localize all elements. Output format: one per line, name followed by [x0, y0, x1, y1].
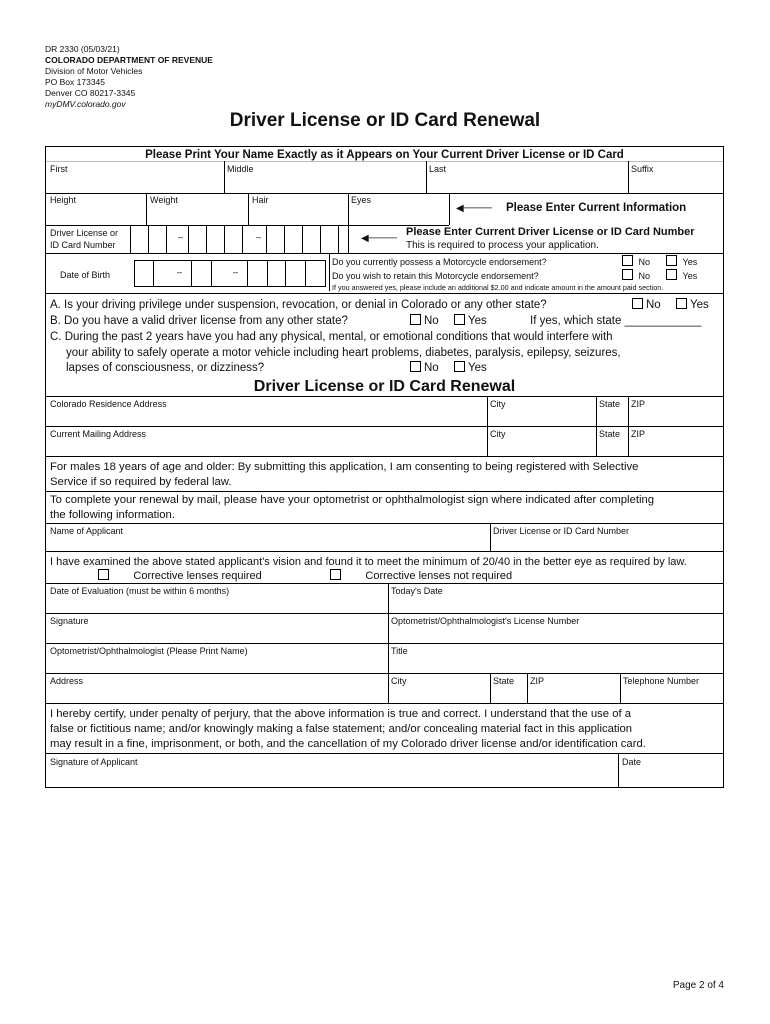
lenses-not-required-option[interactable]: Corrective lenses not required	[330, 569, 512, 584]
middle-name-field[interactable]: Middle	[227, 164, 254, 174]
checkbox-icon	[98, 569, 109, 580]
city-state-zip: Denver CO 80217-3345	[45, 88, 136, 98]
height-field[interactable]: Height	[50, 195, 77, 205]
mailing-zip-field[interactable]: ZIP	[631, 429, 646, 439]
todays-date-field[interactable]: Today's Date	[391, 586, 443, 596]
hair-field[interactable]: Hair	[252, 195, 269, 205]
question-c-line2: your ability to safely operate a motor vehicle including heart problems, diabetes, paralysis, epilepsy, seizures,	[66, 347, 621, 359]
department-name: COLORADO DEPARTMENT OF REVENUE	[45, 55, 213, 65]
motorcycle-possess-yes[interactable]: Yes	[666, 255, 697, 267]
optometrist-title-field[interactable]: Title	[391, 646, 408, 656]
first-name-field[interactable]: First	[50, 164, 68, 174]
optometrist-name-field[interactable]: Optometrist/Ophthalmologist (Please Print Name)	[50, 646, 248, 656]
suffix-field[interactable]: Suffix	[631, 164, 654, 174]
date-of-birth-label: Date of Birth	[60, 270, 111, 280]
arrow-left-icon: ◀────	[456, 203, 493, 214]
arrow-left-icon: ◀────	[361, 233, 398, 244]
optometrist-license-field[interactable]: Optometrist/Ophthalmologist's License Number	[391, 616, 580, 626]
checkbox-icon	[622, 255, 633, 266]
checkbox-icon	[454, 361, 465, 372]
renewal-mail-line2: the following information.	[50, 509, 175, 521]
checkbox-icon	[666, 255, 677, 266]
checkbox-icon	[454, 314, 465, 325]
renewal-form	[45, 146, 724, 788]
motorcycle-retain-yes[interactable]: Yes	[666, 269, 697, 281]
question-b-no[interactable]: No	[410, 314, 439, 329]
license-number-boxes[interactable]: – –	[130, 225, 346, 253]
checkbox-icon	[410, 314, 421, 325]
applicant-name-field[interactable]: Name of Applicant	[50, 526, 124, 536]
residence-state-field[interactable]: State	[599, 399, 621, 409]
mailing-address-field[interactable]: Current Mailing Address	[50, 429, 147, 439]
license-number-label: Driver License or ID Card Number	[50, 228, 119, 250]
checkbox-icon	[622, 269, 633, 280]
question-a: A. Is your driving privilege under suspension, revocation, or denial in Colorado or any other state?	[50, 299, 547, 311]
certify-line1: I hereby certify, under penalty of perjury, that the above information is true and correct. I understand that the use of a	[50, 708, 632, 720]
mailing-state-field[interactable]: State	[599, 429, 621, 439]
optometrist-address-field[interactable]: Address	[50, 676, 84, 686]
division-name: Division of Motor Vehicles	[45, 66, 143, 76]
motorcycle-retain-no[interactable]: No	[622, 269, 650, 281]
certify-line2: false or fictitious name; and/or knowingly making a false statement; and/or concealing material fact in this application	[50, 723, 633, 735]
question-b-state[interactable]: If yes, which state ____________	[530, 315, 702, 327]
address-heading: Driver License or ID Card Renewal	[253, 378, 516, 395]
residence-address-field[interactable]: Colorado Residence Address	[50, 399, 167, 409]
motorcycle-possess-question: Do you currently possess a Motorcycle endorsement?	[332, 257, 547, 267]
residence-city-field[interactable]: City	[490, 399, 506, 409]
certify-line3: may result in a fine, imprisonment, or both, and the cancellation of my Colorado driver license and/or identification card.	[50, 738, 646, 750]
agency-header	[45, 44, 213, 110]
question-c-line1: C. During the past 2 years have you had any physical, mental, or emotional conditions that would interfere with	[50, 331, 613, 343]
optometrist-city-field[interactable]: City	[391, 676, 407, 686]
po-box: PO Box 173345	[45, 77, 106, 87]
name-heading: Please Print Your Name Exactly as it Appears on Your Current Driver License or ID Card	[145, 149, 624, 161]
eyes-field[interactable]: Eyes	[351, 195, 372, 205]
motorcycle-possess-no[interactable]: No	[622, 255, 650, 267]
website: myDMV.colorado.gov	[45, 99, 126, 109]
evaluation-date-field[interactable]: Date of Evaluation (must be within 6 months)	[50, 586, 230, 596]
form-number: DR 2330 (05/03/21)	[45, 44, 120, 54]
checkbox-icon	[410, 361, 421, 372]
optometrist-signature-field[interactable]: Signature	[50, 616, 89, 626]
page-number: Page 2 of 4	[672, 980, 724, 991]
page-title: Driver License or ID Card Renewal	[229, 110, 541, 131]
weight-field[interactable]: Weight	[150, 195, 178, 205]
question-c-line3: lapses of consciousness, or dizziness?	[66, 362, 265, 374]
optometrist-state-field[interactable]: State	[493, 676, 515, 686]
residence-zip-field[interactable]: ZIP	[631, 399, 646, 409]
question-c-yes[interactable]: Yes	[454, 361, 487, 376]
question-a-yes[interactable]: Yes	[676, 298, 709, 313]
checkbox-icon	[632, 298, 643, 309]
mailing-city-field[interactable]: City	[490, 429, 506, 439]
question-b: B. Do you have a valid driver license from any other state?	[50, 315, 348, 327]
optometrist-telephone-field[interactable]: Telephone Number	[623, 676, 700, 686]
checkbox-icon	[666, 269, 677, 280]
vision-statement: I have examined the above stated applicant's vision and found it to meet the minimum of 20/40 in the better eye as required by law.	[50, 556, 687, 568]
applicant-date-field[interactable]: Date	[622, 757, 642, 767]
renewal-mail-line1: To complete your renewal by mail, please have your optometrist or ophthalmologist sign where indicated after completing	[50, 494, 655, 506]
checkbox-icon	[330, 569, 341, 580]
date-of-birth-boxes[interactable]: – –	[134, 260, 326, 287]
current-info-note: Please Enter Current Information	[506, 202, 687, 214]
applicant-dl-number-field[interactable]: Driver License or ID Card Number	[493, 526, 630, 536]
optometrist-zip-field[interactable]: ZIP	[530, 676, 545, 686]
last-name-field[interactable]: Last	[429, 164, 447, 174]
checkbox-icon	[676, 298, 687, 309]
lenses-required-option[interactable]: Corrective lenses required	[98, 569, 262, 584]
question-b-yes[interactable]: Yes	[454, 314, 487, 329]
motorcycle-fee-note: If you answered yes, please include an additional $2.00 and indicate amount in the amount paid section.	[332, 283, 664, 292]
question-a-no[interactable]: No	[632, 298, 661, 313]
license-number-subnote: This is required to process your application.	[406, 240, 599, 251]
selective-service-line1: For males 18 years of age and older: By submitting this application, I am consenting to being registered with Selective	[50, 461, 639, 473]
selective-service-line2: Service if so required by federal law.	[50, 476, 232, 488]
question-c-no[interactable]: No	[410, 361, 439, 376]
motorcycle-retain-question: Do you wish to retain this Motorcycle endorsement?	[332, 271, 539, 281]
license-number-note: Please Enter Current Driver License or ID Card Number	[406, 226, 695, 238]
applicant-signature-field[interactable]: Signature of Applicant	[50, 757, 138, 767]
